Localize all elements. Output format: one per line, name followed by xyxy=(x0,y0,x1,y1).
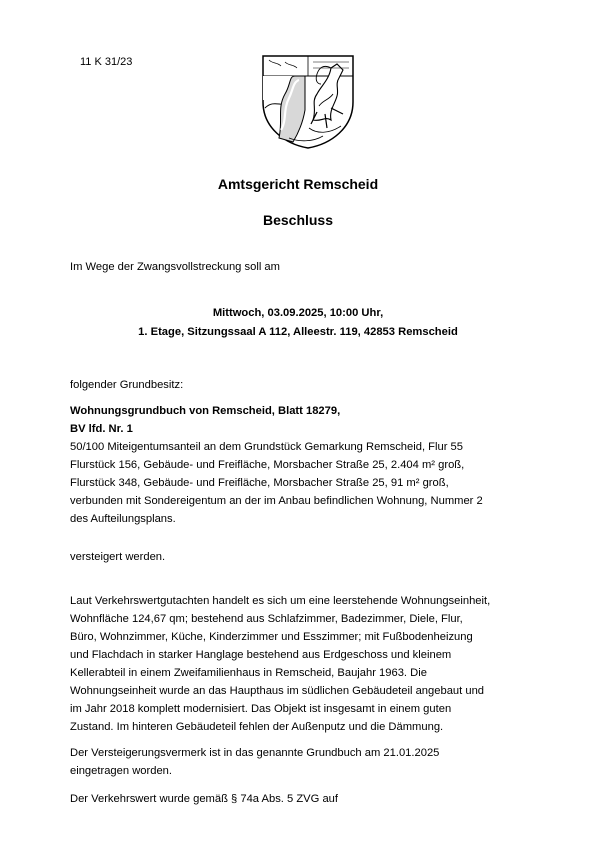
property-block xyxy=(70,402,540,528)
bv-line: BV lfd. Nr. 1 xyxy=(70,423,133,435)
value-line: Der Verkehrswert wurde gemäß § 74a Abs. 5 ZVG auf xyxy=(70,793,339,805)
court-name: Amtsgericht Remscheid xyxy=(217,176,379,192)
appraisal-line: und Flachdach in starker Hanglage bestehend aus Erdgeschoss und kleinem xyxy=(70,649,452,661)
document-type: Beschluss xyxy=(262,212,334,228)
appointment-location: 1. Etage, Sitzungssaal A 112, Alleestr. 119, 42853 Remscheid xyxy=(138,326,458,338)
appraisal-block xyxy=(70,592,540,736)
registration-line: eingetragen worden. xyxy=(70,765,173,777)
intro-text: Im Wege der Zwangsvollstreckung soll am xyxy=(70,261,280,273)
appraisal-line: Kellerabteil in einem Zweifamilienhaus in Remscheid, Baujahr 1963. Die xyxy=(70,667,427,679)
coat-of-arms-icon xyxy=(259,50,357,150)
registration-line: Der Versteigerungsvermerk ist in das genannte Grundbuch am 21.01.2025 xyxy=(70,747,440,759)
register-line: Wohnungsgrundbuch von Remscheid, Blatt 18279, xyxy=(70,405,341,417)
appointment-date: Mittwoch, 03.09.2025, 10:00 Uhr, xyxy=(212,307,384,319)
description-line: Flurstück 156, Gebäude- und Freifläche, Morsbacher Straße 25, 2.404 m² groß, xyxy=(70,459,465,471)
appraisal-line: Wohnungseinheit wurde an das Haupthaus im südlichen Gebäudeteil angebaut und xyxy=(70,685,485,697)
registration-block xyxy=(70,744,540,780)
description-line: Flurstück 348, Gebäude- und Freifläche, Morsbacher Straße 25, 91 m² groß, xyxy=(70,477,449,489)
property-lead: folgender Grundbesitz: xyxy=(70,379,184,391)
description-line: 50/100 Miteigentumsanteil an dem Grundstück Gemarkung Remscheid, Flur 55 xyxy=(70,441,463,453)
appraisal-line: Zustand. Im hinteren Gebäudeteil fehlen der Außenputz und die Dämmung. xyxy=(70,721,444,733)
appraisal-line: Wohnfläche 124,67 qm; bestehend aus Schlafzimmer, Badezimmer, Diele, Flur, xyxy=(70,613,463,625)
case-number: 11 K 31/23 xyxy=(80,56,133,68)
closing-text: versteigert werden. xyxy=(70,551,166,563)
appraisal-line: im Jahr 2018 komplett modernisiert. Das Objekt ist insgesamt in einem guten xyxy=(70,703,452,715)
description-line: des Aufteilungsplans. xyxy=(70,513,176,525)
description-line: verbunden mit Sondereigentum an der im Anbau befindlichen Wohnung, Nummer 2 xyxy=(70,495,483,507)
appraisal-line: Laut Verkehrswertgutachten handelt es sich um eine leerstehende Wohnungseinheit, xyxy=(70,595,491,607)
appraisal-line: Büro, Wohnzimmer, Küche, Kinderzimmer und Esszimmer; mit Fußbodenheizung xyxy=(70,631,473,643)
